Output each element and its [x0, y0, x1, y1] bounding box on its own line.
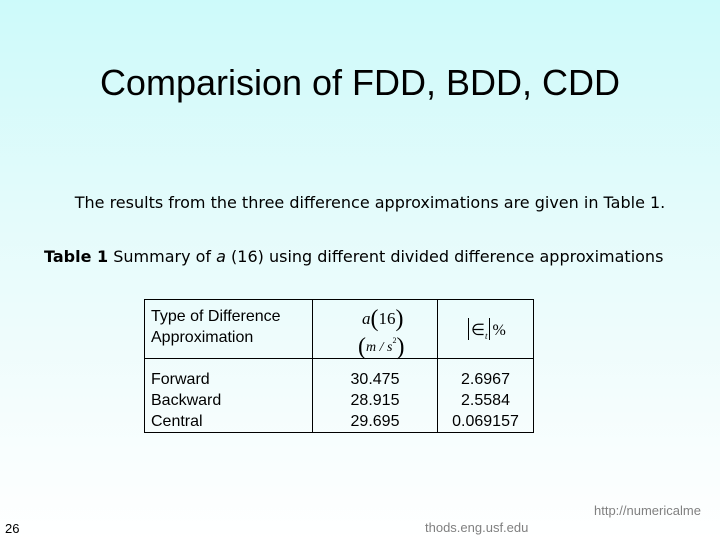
caption-text-after: (16) using different divided difference approximations [225, 247, 664, 266]
table-header-row [145, 300, 534, 359]
results-table [144, 299, 534, 433]
table-caption [44, 247, 663, 266]
type-column [145, 359, 313, 433]
type-backward: Backward [151, 392, 222, 409]
value-forward: 30.475 [350, 371, 400, 388]
type-central: Central [151, 413, 203, 430]
intro-text: The results from the three difference approximations are given in Table 1. [74, 193, 666, 212]
value-unit: $(m / s^2)$ [358, 334, 405, 360]
error-backward: 2.5584 [461, 392, 510, 409]
value-column [313, 359, 438, 433]
error-symbol: $\in_t$ % [466, 318, 506, 341]
value-backward: 28.915 [350, 392, 400, 409]
caption-text-before: Summary of [108, 247, 217, 266]
header-type-line1: Type of Difference [151, 308, 281, 325]
table-body-row [145, 359, 534, 433]
error-forward: 2.6967 [461, 371, 510, 388]
value-symbol: a(16) [362, 306, 404, 332]
header-value [313, 300, 438, 359]
caption-variable: a [216, 247, 226, 266]
footer-url-part1[interactable]: http://numericalme [594, 503, 701, 518]
value-central: 29.695 [350, 413, 400, 430]
slide-number: 26 [5, 521, 20, 536]
type-forward: Forward [151, 371, 210, 388]
slide-title: Comparision of FDD, BDD, CDD [99, 62, 621, 103]
caption-label: Table 1 [44, 247, 109, 266]
header-type [145, 300, 313, 359]
header-type-line2: Approximation [151, 329, 254, 346]
error-central: 0.069157 [452, 413, 519, 430]
footer-url-part2[interactable]: thods.eng.usf.edu [425, 520, 529, 535]
error-column [438, 359, 534, 433]
header-error [438, 300, 534, 359]
